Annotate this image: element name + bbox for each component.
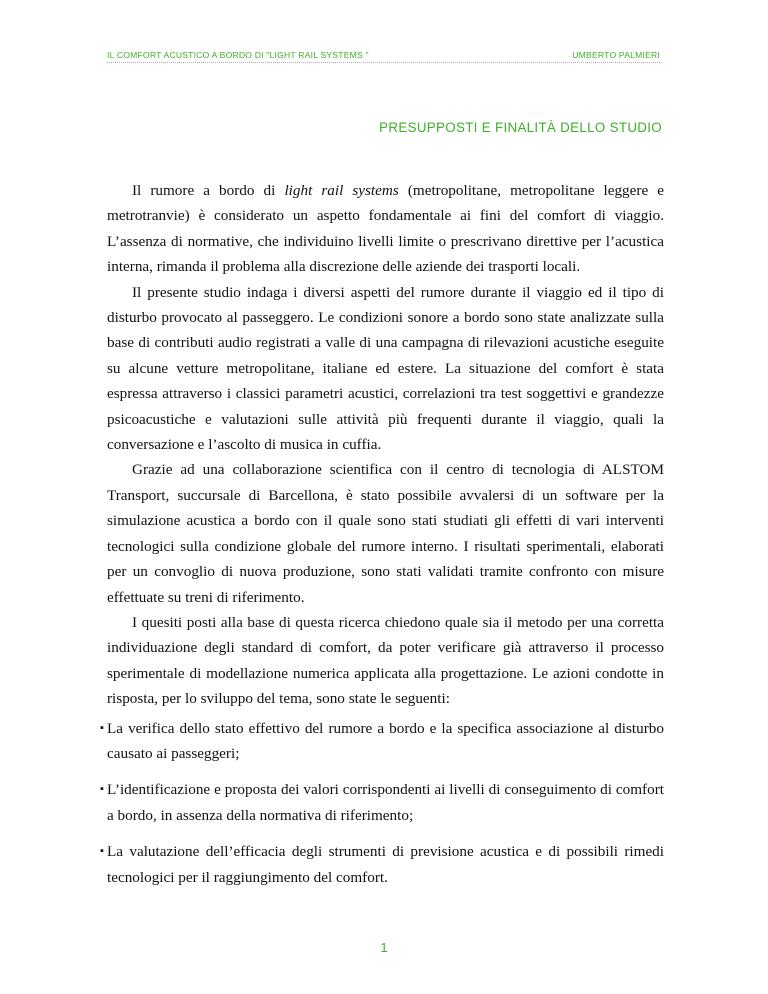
running-header <box>107 46 662 63</box>
header-title: IL COMFORT ACUSTICO A BORDO DI "LIGHT RAIL SYSTEMS " <box>107 50 369 60</box>
paragraph-2: Il presente studio indaga i diversi aspetti del rumore durante il viaggio ed il tipo di disturbo provocato al passeggero. Le condizioni sonore a bordo sono state analizzate sulla base di contributi audio registrati a valle di una campagna di rilevazioni acustiche eseguite su alcune vetture metropolitane, italiane ed estere. La situazione del comfort è stata espressa attraverso i classici parametri acustici, correlazioni tra test soggettivi e grandezze psicoacustiche e valutazioni sulle attività più frequenti durante il viaggio, quali la conversazione e l’ascolto di musica in cuffia. <box>107 283 664 454</box>
list-item <box>100 777 664 828</box>
paragraph-3: Grazie ad una collaborazione scientifica con il centro di tecnologia di ALSTOM Transport, succursale di Barcellona, è stato possibile avvalersi di un software per la simulazione acustica a bordo con il quale sono stati studiati gli effetti di vari interventi tecnologici sulla condizione globale del rumore interno. I risultati sperimentali, elaborati per un convoglio di nuova produzione, sono stati validati tramite confronto con misure effettuate su treni di riferimento. <box>107 461 664 606</box>
section-title: PRESUPPOSTI E FINALITÀ DELLO STUDIO <box>379 120 662 135</box>
list-item <box>100 839 664 890</box>
list-item <box>100 716 664 767</box>
list-item-text: La valutazione dell’efficacia degli strumenti di previsione acustica e di possibili rimedi tecnologici per il raggiungimento del comfort. <box>107 843 664 886</box>
list-item-text: La verifica dello stato effettivo del rumore a bordo e la specifica associazione al disturbo causato ai passeggeri; <box>107 719 664 762</box>
bullet-icon: ▪ <box>100 845 104 858</box>
bullet-list <box>100 716 664 890</box>
bullet-icon: ▪ <box>100 783 104 796</box>
paragraph-1-text-end: (metropolitane, metropolitane leggere e metrotranvie) è considerato un aspetto fondamentale ai fini del comfort di viaggio. L’assenza di normative, che individuino livelli limite o prescrivano direttive per l’acustica interna, rimanda il problema alla discrezione delle aziende dei trasporti locali. <box>107 182 664 276</box>
paragraph-1-italic-term: light rail systems <box>284 182 399 199</box>
paragraph-1 <box>107 178 664 280</box>
page-number: 1 <box>380 940 388 955</box>
paragraph-4: I quesiti posti alla base di questa ricerca chiedono quale sia il metodo per una corretta individuazione degli standard di comfort, da poter verificare già attraverso il processo sperimentale di modellazione numerica applicata alla progettazione. Le azioni condotte in risposta, per lo sviluppo del tema, sono state le seguenti: <box>107 613 664 708</box>
paragraph-1-text-start: Il rumore a bordo di <box>132 182 285 199</box>
bullet-icon: ▪ <box>100 721 104 734</box>
list-item-text: L’identificazione e proposta dei valori corrispondenti ai livelli di conseguimento di comfort a bordo, in assenza della normativa di riferimento; <box>107 781 664 824</box>
header-author: UMBERTO PALMIERI <box>572 50 660 60</box>
body-text <box>100 178 664 901</box>
